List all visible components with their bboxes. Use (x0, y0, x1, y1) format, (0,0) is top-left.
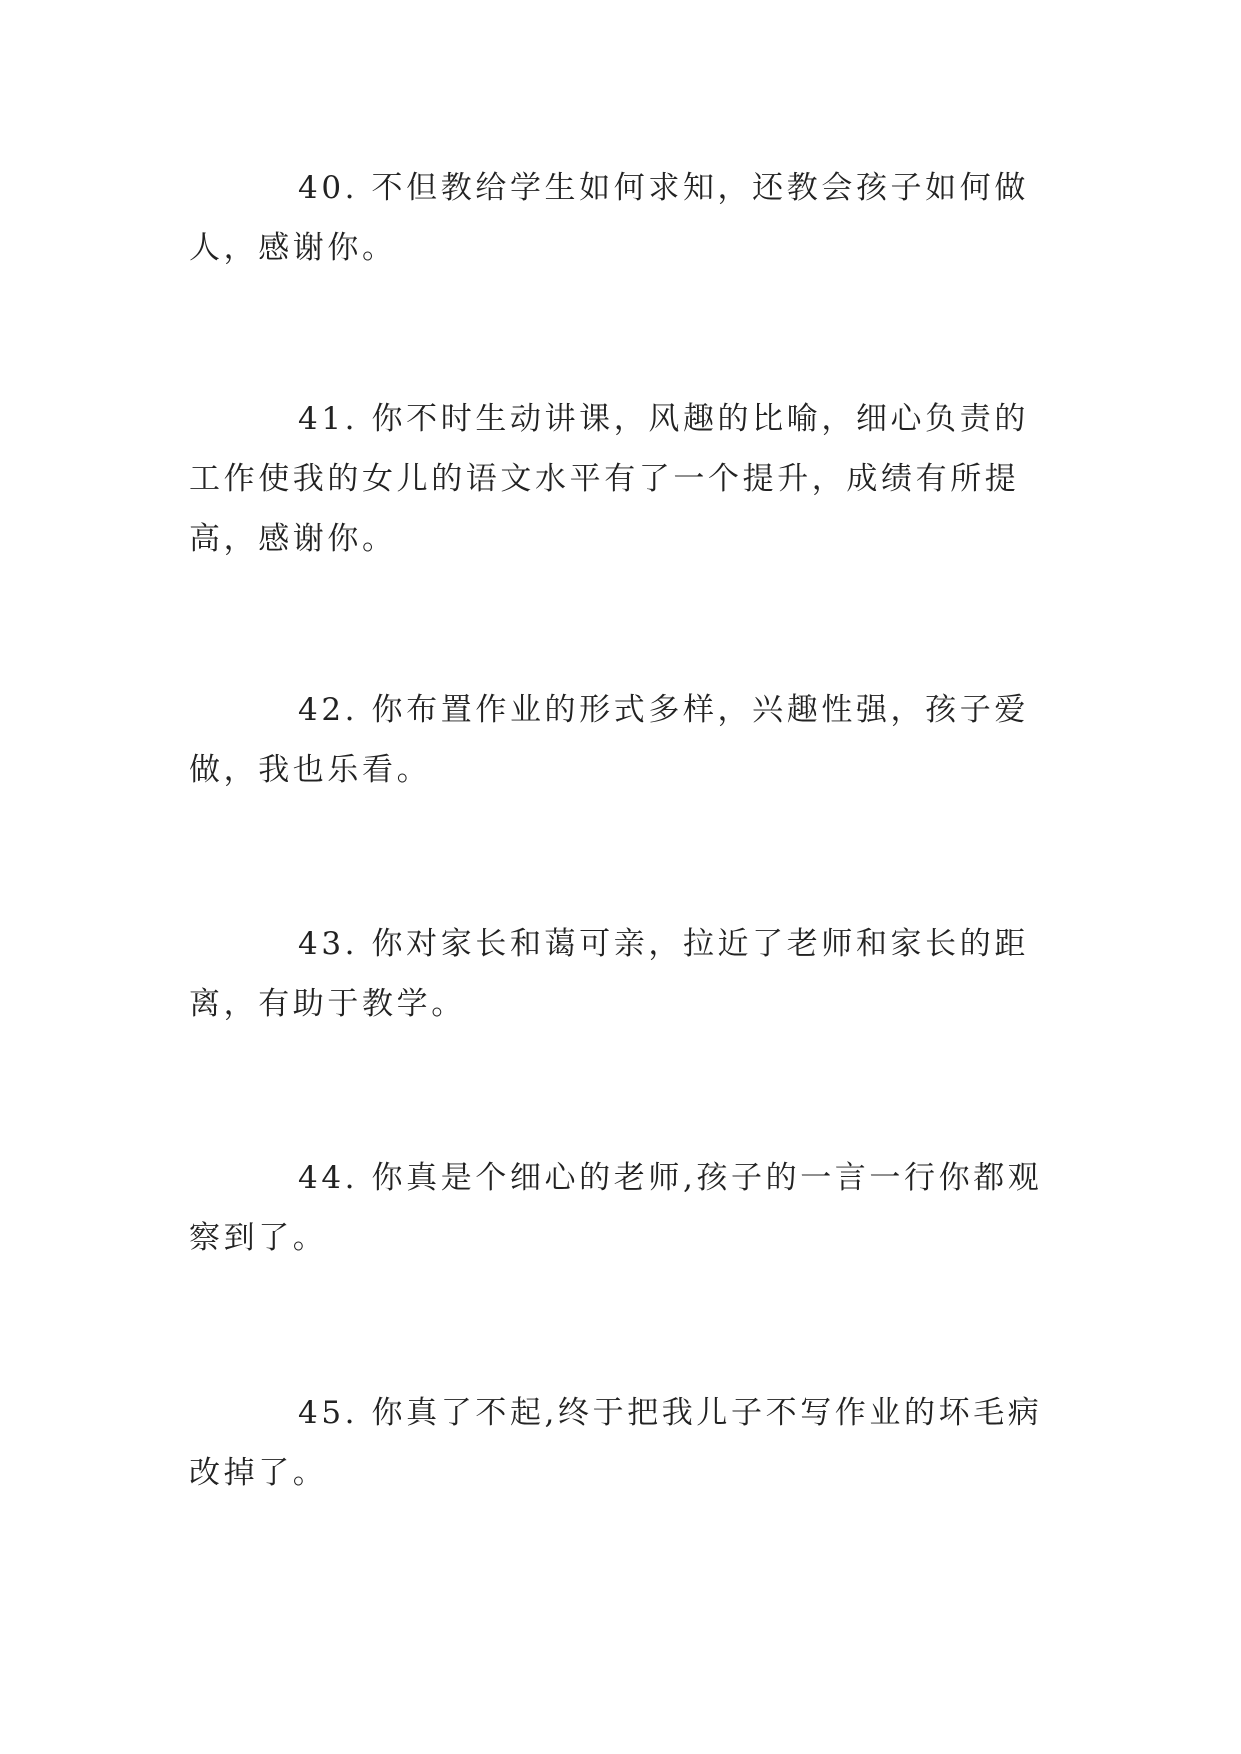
paragraph-45: 45. 你真了不起,终于把我儿子不写作业的坏毛病改掉了。 (189, 1395, 1043, 1491)
paragraph-43: 43. 你对家长和蔼可亲，拉近了老师和家长的距离，有助于教学。 (189, 926, 1029, 1022)
paragraph-40: 40. 不但教给学生如何求知，还教会孩子如何做人，感谢你。 (189, 170, 1029, 266)
paragraph-42: 42. 你布置作业的形式多样，兴趣性强，孩子爱做，我也乐看。 (189, 692, 1029, 788)
paragraph-44: 44. 你真是个细心的老师,孩子的一言一行你都观察到了。 (189, 1160, 1043, 1256)
paragraph-41: 41. 你不时生动讲课，风趣的比喻，细心负责的工作使我的女儿的语文水平有了一个提升，成绩有所提高，感谢你。 (189, 401, 1029, 557)
